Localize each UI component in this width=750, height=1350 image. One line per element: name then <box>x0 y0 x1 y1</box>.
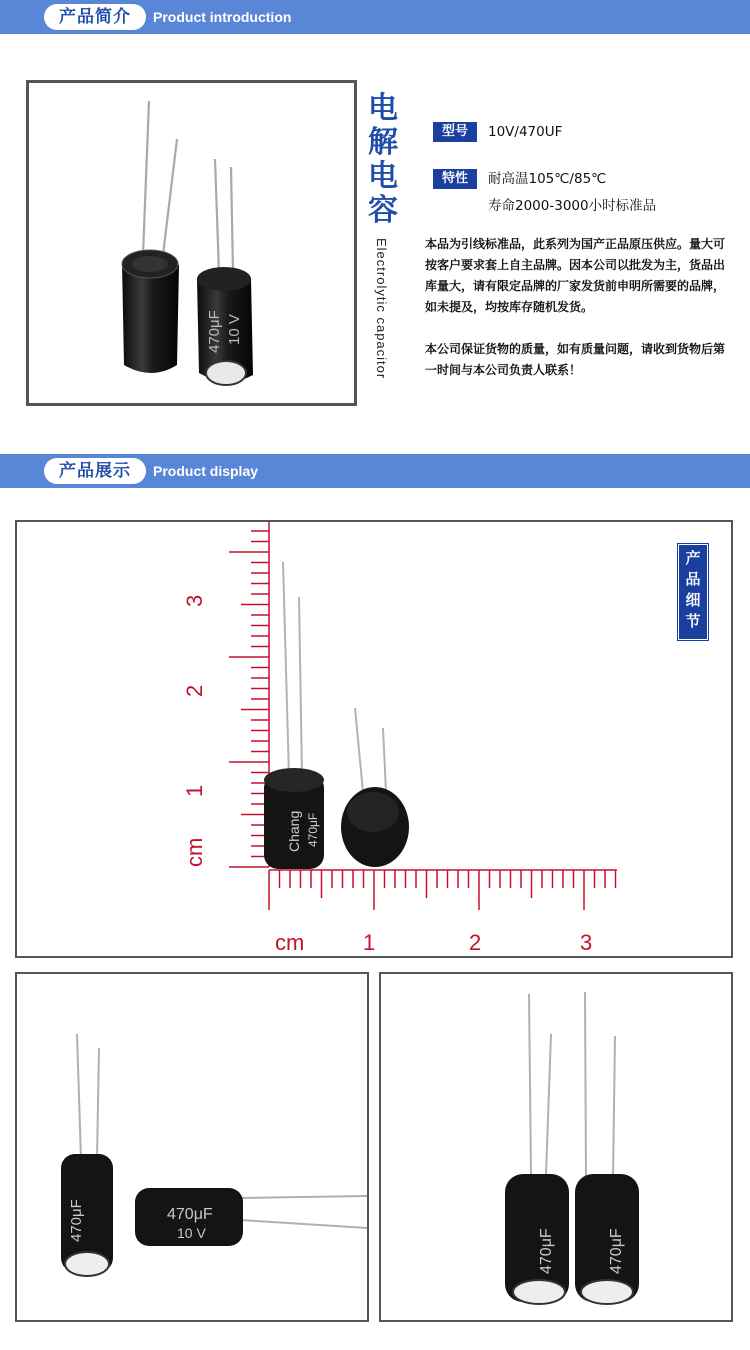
ruler-mark-h3: 3 <box>580 930 593 955</box>
model-label: 型号 <box>433 122 477 142</box>
capacitor-print: 470μF <box>68 1199 85 1242</box>
section-title-cn: 产品简介 <box>44 4 146 30</box>
ruler-mark-h2: 2 <box>469 930 482 955</box>
feature-line-2: 寿命2000-3000小时标准品 <box>488 198 657 214</box>
capacitor-print: 470μF <box>538 1228 555 1274</box>
capacitor-lead <box>231 167 233 273</box>
product-title-en: Electrolytic capacitor <box>374 238 389 380</box>
ruler-mark-v3: 3 <box>182 594 207 607</box>
capacitor-lead <box>143 101 149 255</box>
capacitor-lead <box>163 139 177 255</box>
capacitor-print: 470μF <box>206 310 223 353</box>
capacitor-body <box>122 263 179 373</box>
display-photo-left <box>15 972 369 1322</box>
capacitor-print: 10 V <box>177 1225 206 1241</box>
intro-product-photo <box>26 80 357 406</box>
capacitor-print: 470μF <box>167 1206 213 1223</box>
product-description: 本品为引线标准品，此系列为国产正品原压供应。量大可按客户要求套上自主品牌。因本公司以批发为主，货品出库量大，请有限定品牌的厂家发货前申明所需要的品牌，如未提及，均按库存随机发货。 <box>425 237 726 314</box>
ruler-mark-h1: 1 <box>363 930 376 955</box>
capacitor-print: 470μF <box>608 1228 625 1274</box>
quality-note: 本公司保证货物的质量，如有质量问题，请收到货物后第一时间与本公司负责人联系！ <box>425 342 726 377</box>
product-title-cn: 电解电容 <box>368 91 398 228</box>
capacitor-lead <box>215 159 219 273</box>
capacitor-print: 10 V <box>226 314 243 345</box>
section-title-cn: 产品展示 <box>44 458 146 484</box>
section-header-display <box>0 454 750 488</box>
section-title-en: Product display <box>153 463 259 479</box>
feature-line-1: 耐高温105℃/85℃ <box>488 171 607 187</box>
ruler-unit-v: cm <box>182 837 207 867</box>
model-value: 10V/470UF <box>488 124 563 140</box>
section-title-en: Product introduction <box>153 9 292 25</box>
ruler-unit-h: cm <box>275 930 305 955</box>
detail-badge: 产品细节 <box>678 544 708 640</box>
section-header-intro <box>0 0 750 34</box>
ruler-mark-v1: 1 <box>182 784 207 797</box>
capacitor-print: Chang <box>286 810 302 852</box>
display-photo-right <box>379 972 733 1322</box>
ruler-mark-v2: 2 <box>182 684 207 697</box>
feature-label: 特性 <box>433 169 477 189</box>
display-photo-ruler <box>15 520 733 958</box>
capacitor-print: 470μF <box>306 812 320 847</box>
